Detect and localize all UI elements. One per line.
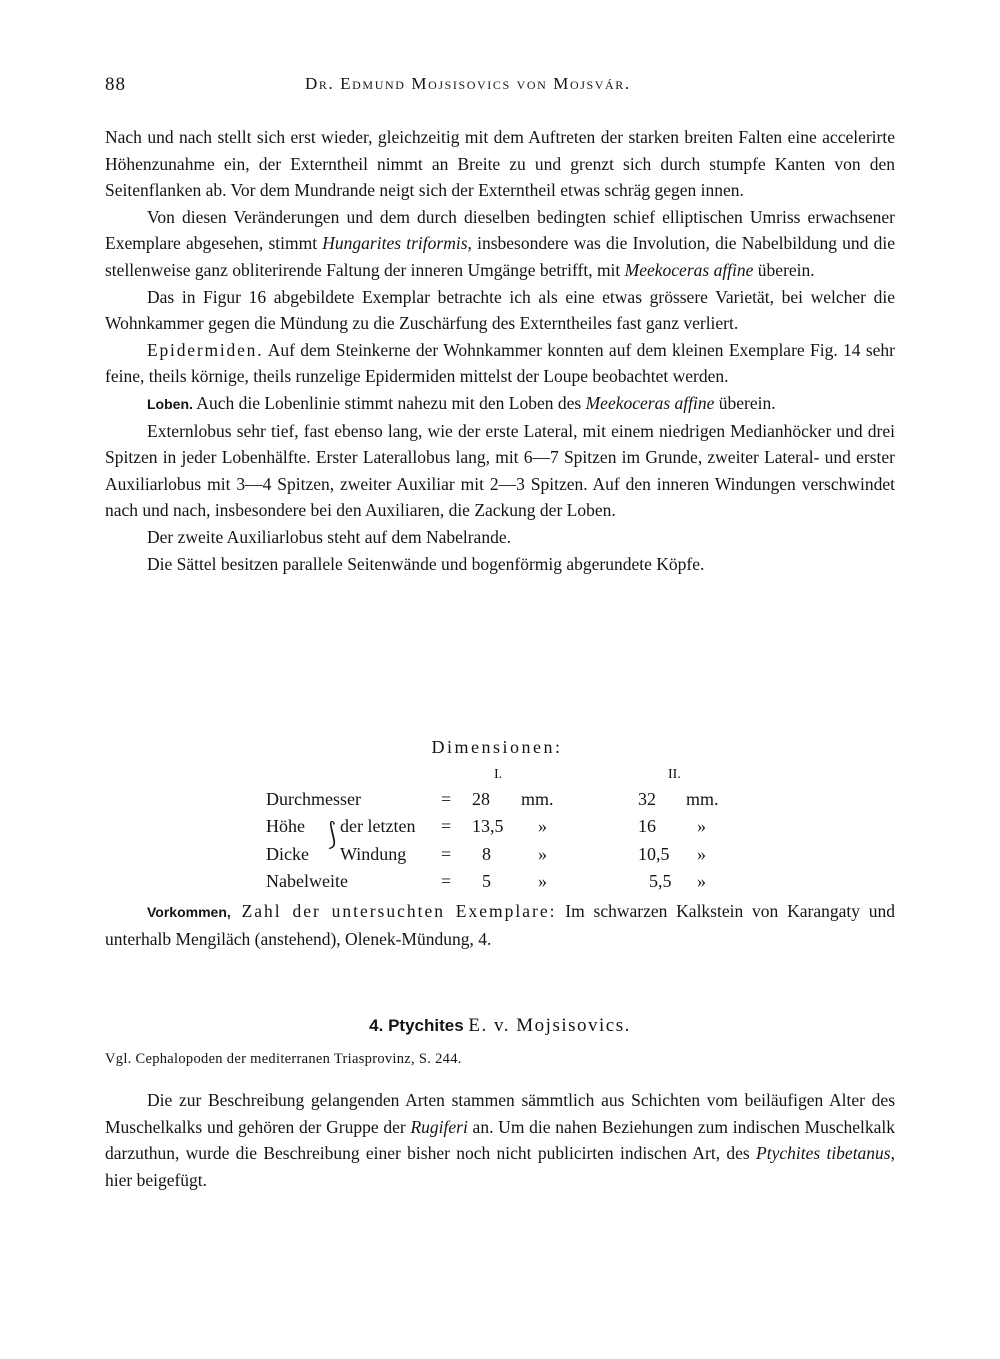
body-text-vorkommen: [105, 898, 895, 952]
dimensions-row: Dicke Windung = 8 » 10,5 »: [266, 844, 706, 864]
paragraph-epidermiden: Epidermiden. Auf dem Steinkerne der Wohnkammer konnten auf dem kleinen Exemplare Fig. 14 sehr feine, theils körnige, theils runzelige Epidermiden mittelst der Loupe beobachtet werden.: [105, 339, 895, 387]
paragraph-vorkommen: Vorkommen, Zahl der untersuchten Exemplare: Im schwarzen Kalkstein von Karangaty und unterhalb Mengiläch (anstehend), Olenek-Mündung, 4.: [105, 901, 896, 949]
dimensions-col-1: I.: [494, 767, 503, 782]
dimensions-col-2: II.: [668, 767, 681, 782]
running-head: Dr. Edmund Mojsisovics von Mojsvár.: [305, 74, 631, 93]
dimensions-row: Nabelweite = 5 » 5,5 »: [266, 871, 706, 891]
body-text-top: [105, 124, 895, 577]
page-number: 88: [105, 74, 126, 95]
paragraph-loben: Loben. Auch die Lobenlinie stimmt nahezu mit den Loben des Meekoceras affine überein.: [147, 392, 776, 413]
section-reference: Vgl. Cephalopoden der mediterranen Triasprovinz, S. 244.: [105, 1051, 462, 1067]
dimensions-title: Dimensionen:: [431, 737, 563, 757]
paragraph-2: Von diesen Veränderungen und dem durch dieselben bedingten schief elliptischen Umriss erwachsener Exemplare abgesehen, stimmt Hungarites triformis, insbesondere was die Involution, die Nabelbildung und die stellenweise ganz obliterirende Faltung der inneren Umgänge betrifft, mit Meekoceras affine überein.: [105, 206, 895, 280]
paragraph-ptychites: Die zur Beschreibung gelangenden Arten stammen sämmtlich aus Schichten vom beiläufigen Alter des Muschelkalks und gehören der Gruppe der Rugiferi an. Um die nahen Beziehungen zum indischen Muschelkalk darzuthun, wurde die Beschreibung einer bisher noch nicht publicirten indischen Art, des Ptychites tibetanus, hier beigefügt.: [105, 1090, 895, 1190]
dimensions-row: Höhe der letzten = 13,5 » 16 »: [266, 816, 706, 836]
paragraph-1: Nach und nach stellt sich erst wieder, gleichzeitig mit dem Auftreten der starken breiten Falten eine accelerirte Höhenzunahme ein, der Externtheil nimmt an Breite zu und grenzt sich durch stumpfe Kanten von den Seitenflanken ab. Vor dem Mundrande neigt sich der Externtheil etwas schräg gegen innen.: [105, 127, 895, 201]
brace-symbol: ⟆: [327, 818, 336, 851]
dimensions-row: Durchmesser = 28 mm. 32 mm.: [266, 789, 719, 809]
paragraph-auxiliarlobus: Der zweite Auxiliarlobus steht auf dem Nabelrande.: [147, 526, 511, 547]
paragraph-externlobus: Externlobus sehr tief, fast ebenso lang, wie der erste Lateral, mit einem niedrigen Medianhöcker und drei Spitzen in jeder Lobenhälfte. Erster Laterallobus lang, mit 6—7 Spitzen im Grunde, zweiter Lateral- und erster Auxiliarlobus mit 3—4 Spitzen, zweiter Auxiliar mit 2—3 Spitzen. Auf den inneren Windungen verschwindet nach und nach, insbesondere bei den Auxiliaren, die Zackung der Loben.: [105, 420, 895, 521]
paragraph-3: Das in Figur 16 abgebildete Exemplar betrachte ich als eine etwas grössere Varietät, bei welcher die Wohnkammer gegen die Mündung zu die Zuschärfung des Externtheiles fast ganz verliert.: [105, 286, 895, 334]
paragraph-saettel: Die Sättel besitzen parallele Seitenwände und bogenförmig abgerundete Köpfe.: [147, 553, 705, 574]
body-text-bottom: [105, 1087, 895, 1193]
page-header: [105, 74, 895, 102]
section-heading: 4. Ptychites E. v. Mojsisovics.: [369, 1015, 631, 1036]
